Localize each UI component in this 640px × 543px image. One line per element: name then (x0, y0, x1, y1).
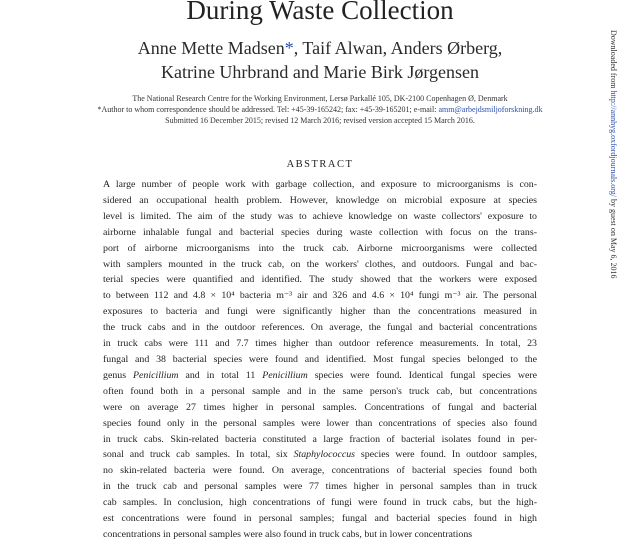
journal-link[interactable]: http://annhyg.oxfordjournals.org/ (609, 90, 618, 197)
correspondence-note (80, 104, 560, 115)
abstract-line: often found both in a personal sample and in the same person's truck cab, but concentrations (103, 385, 537, 397)
abstract-line: in truck cabs. Skin-related bacteria constituted a large fraction of bacterial isolates found in per- (103, 433, 537, 445)
abstract-line: in truck cabs were 111 and 7.7 times higher than outdoor reference measurements. In total, 23 (103, 338, 537, 350)
download-notice (606, 30, 620, 470)
abstract-line: with samplers mounted in the truck cab, on the workers' clothes, and outdoors. Fungal and bac- (103, 258, 537, 270)
abstract-line: concentrations in personal samples were also found in truck cabs, but in lower concentrations (103, 528, 473, 540)
download-suffix: by guest on May 6, 2016 (609, 196, 618, 279)
abstract-line: est concentrations were found in personal samples; fungal and bacterial species found in high (103, 513, 537, 525)
abstract-heading: ABSTRACT (286, 159, 354, 170)
affiliation-block (80, 93, 560, 126)
article-title: During Waste Collection (186, 0, 454, 25)
abstract-line: fungal and 38 bacterial species were found and identified. Most fungal species belonged to the (103, 353, 537, 365)
abstract-line: airborne inhalable fungal and bacterial species during waste collection with focus on the trans- (103, 226, 537, 238)
author-corresponding: Anne Mette Madsen (137, 38, 285, 58)
email-link[interactable]: amm@arbejdsmiljoforskning.dk (438, 105, 543, 114)
corresponding-marker[interactable]: * (284, 38, 294, 58)
author-line-2: Katrine Uhrbrand and Marie Birk Jørgensen (160, 62, 480, 82)
abstract-line: species found only in the personal samples were lower than concentrations of species also found (103, 417, 537, 429)
author-list (80, 36, 560, 84)
abstract-line: sonal and truck cab samples. In total, six Staphylococcus species were found. In outdoor samples, (103, 449, 537, 461)
abstract-line: cab samples. In conclusion, high concentrations of fungi were found in truck cabs, but the high- (103, 497, 537, 509)
abstract-line: terial species were quantified and identified. The study showed that the workers were exposed (103, 274, 537, 286)
abstract-line: port of airborne microorganisms into the truck cab. Airborne microorganisms were collected (103, 242, 537, 254)
download-prefix: Downloaded from (609, 30, 618, 91)
abstract-line: in the truck cab and personal samples were 77 times higher in personal samples than in truck (103, 481, 537, 493)
abstract-line: no skin-related bacteria were found. On average, concentrations of bacterial species found both (103, 465, 537, 477)
submission-dates: Submitted 16 December 2015; revised 12 March 2016; revised version accepted 15 March 2016. (165, 116, 475, 125)
abstract-line: to between 112 and 4.8 × 10⁴ bacteria m⁻³ air and 326 and 4.6 × 10⁴ fungi m⁻³ air. The personal (103, 290, 537, 302)
abstract-line: level is limited. The aim of the study was to achieve knowledge on waste collectors' exposure to (103, 210, 537, 222)
abstract-body (103, 177, 537, 543)
correspondence-text: *Author to whom correspondence should be addressed. Tel: +45-39-165242; fax: +45-39-165201; e-mail: (97, 105, 439, 114)
author-line-1 (80, 36, 560, 60)
abstract-line: were on average 27 times higher in personal samples. Concentrations of fungal and bacterial (103, 401, 537, 413)
abstract-line: A large number of people work with garbage collection, and exposure to microorganisms is con- (103, 179, 537, 190)
abstract-line: exposures to bacteria and fungi were significantly higher than the concentrations measured in (103, 306, 537, 318)
abstract-line: sidered an occupational health problem. However, knowledge on microbial exposure at species (103, 194, 537, 206)
abstract-line: the truck cabs and in the outdoor references. On average, the fungal and bacterial concentrations (103, 322, 537, 334)
author-line-1-rest: , Taif Alwan, Anders Ørberg, (293, 38, 503, 58)
abstract-line: genus Penicillium and in total 11 Penicillium species were found. Identical fungal species were (103, 369, 537, 381)
affiliation-address: The National Research Centre for the Working Environment, Lersø Parkallé 105, DK-2100 Copenhagen Ø, Denmark (132, 94, 508, 103)
